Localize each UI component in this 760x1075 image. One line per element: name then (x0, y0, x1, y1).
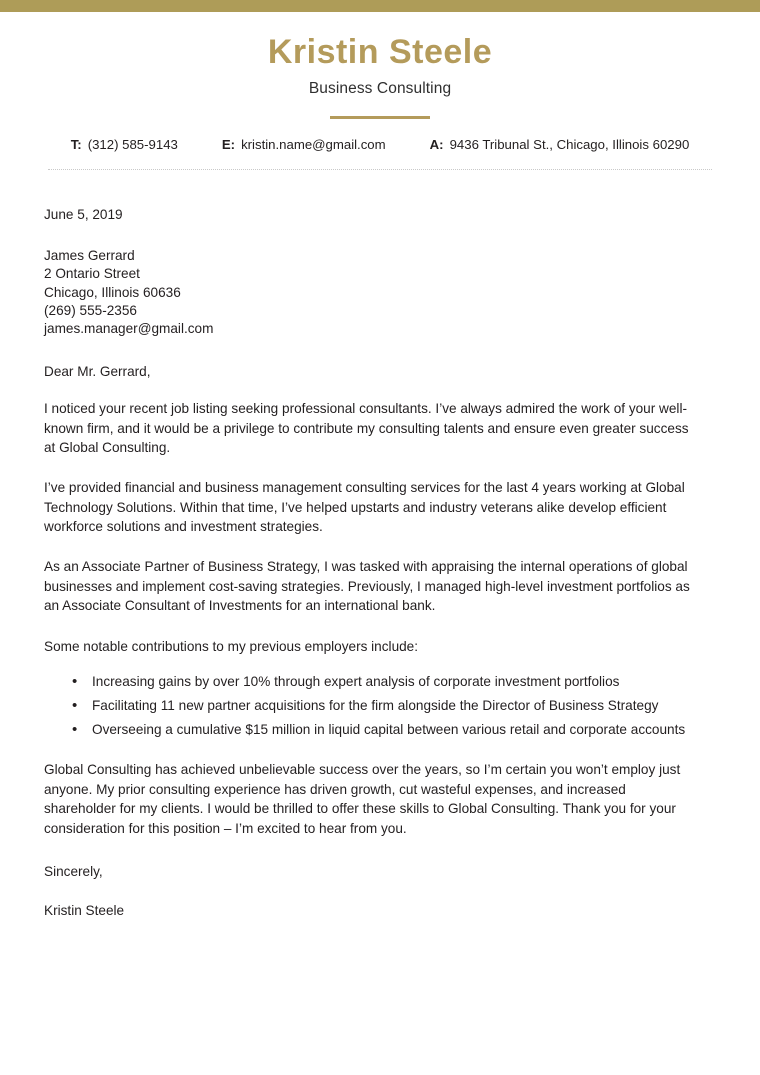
recipient-phone: (269) 555-2356 (44, 303, 137, 319)
gold-divider (330, 116, 430, 119)
contact-row (0, 137, 760, 152)
body-paragraph-3: As an Associate Partner of Business Strategy, I was tasked with appraising the internal operations of global businesses and implement cost-saving strategies. Previously, I managed high-level investment portfolios as an Associate Consultant of Investments for an international bank. (44, 559, 690, 614)
top-accent-bar (0, 0, 760, 12)
contact-address-label: A: (429, 137, 444, 153)
recipient-email: james.manager@gmail.com (44, 321, 214, 337)
achievements-intro: Some notable contributions to my previous employers include: (44, 639, 419, 655)
achievements-list (44, 671, 690, 740)
letterhead-header (0, 12, 760, 170)
letter-body (0, 205, 760, 917)
sign-off: Sincerely, (44, 863, 103, 879)
recipient-street: 2 Ontario Street (44, 266, 140, 282)
contact-address-value: 9436 Tribunal St., Chicago, Illinois 60290 (449, 137, 690, 153)
body-paragraph-closing: Global Consulting has achieved unbelievable success over the years, so I’m certain you won’t employ just anyone. My prior consulting experience has driven growth, cut wasteful expenses, and increased shareholder for my clients. I would be thrilled to offer these skills to Global Consulting. Thank you for your consideration for this position – I’m excited to hear from you. (44, 762, 681, 837)
contact-phone-value: (312) 585-9143 (87, 137, 178, 153)
recipient-city-state-zip: Chicago, Illinois 60636 (44, 284, 181, 300)
contact-phone-label: T: (70, 137, 82, 153)
job-title: Business Consulting (308, 80, 452, 98)
body-paragraph-1: I noticed your recent job listing seeking professional consultants. I’ve always admired the work of your well-known firm, and it would be a privilege to contribute my consulting talents and ensure even greater success at Global Consulting. (44, 400, 689, 456)
letter-date: June 5, 2019 (44, 207, 123, 223)
recipient-block (44, 247, 690, 339)
contact-email-label: E: (221, 137, 236, 153)
contact-email-value: kristin.name@gmail.com (241, 137, 386, 153)
list-item: • Overseeing a cumulative $15 million in liquid capital between various retail and corporate accounts (72, 719, 690, 740)
signature-name: Kristin Steele (44, 902, 125, 918)
recipient-name: James Gerrard (44, 248, 135, 264)
contact-phone (71, 137, 178, 152)
contact-address (430, 137, 690, 152)
list-item: • Increasing gains by over 10% through expert analysis of corporate investment portfolios (72, 671, 690, 692)
list-item: • Facilitating 11 new partner acquisitions for the firm alongside the Director of Business Strategy (72, 695, 690, 716)
page-title: Kristin Steele (267, 33, 493, 71)
dotted-divider (48, 169, 712, 170)
salutation: Dear Mr. Gerrard, (44, 363, 151, 379)
contact-email (222, 137, 386, 152)
body-paragraph-2: I’ve provided financial and business management consulting services for the last 4 years working at Global Technology Solutions. Within that time, I’ve helped upstarts and industry veterans alike develop efficient workforce solutions and investment strategies. (44, 479, 685, 535)
